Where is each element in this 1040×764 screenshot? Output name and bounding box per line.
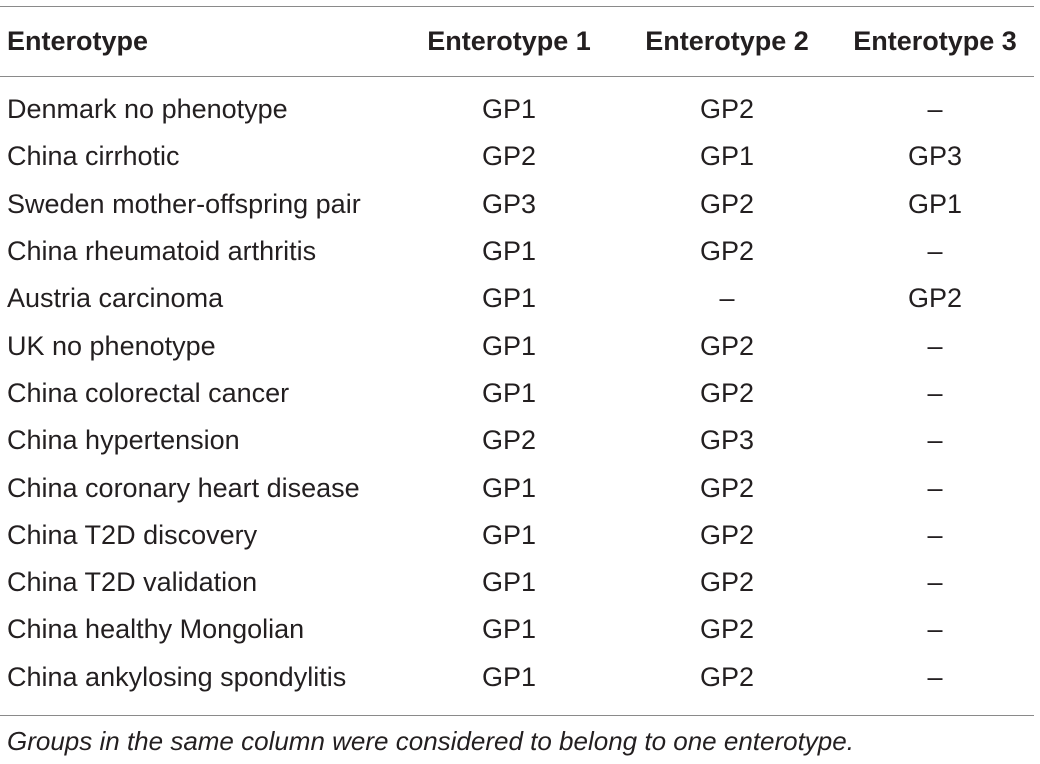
table-row xyxy=(0,370,1034,417)
enterotype-3-cell: – xyxy=(927,661,943,692)
table-row xyxy=(0,512,1034,559)
table-row xyxy=(0,417,1034,464)
enterotype-2-cell: GP1 xyxy=(699,141,755,172)
enterotype-3-cell: – xyxy=(927,236,943,267)
table-row xyxy=(0,559,1034,606)
row-label-cell: China T2D discovery xyxy=(7,519,258,550)
table-row xyxy=(0,275,1034,322)
enterotype-2-cell: GP2 xyxy=(699,567,755,598)
enterotype-3-cell: GP3 xyxy=(907,141,963,172)
enterotype-3-cell: – xyxy=(927,614,943,645)
table-row xyxy=(0,322,1034,369)
enterotype-2-cell: GP2 xyxy=(699,377,755,408)
header-enterotype-3: Enterotype 3 xyxy=(853,26,1017,56)
enterotype-2-cell: – xyxy=(719,283,735,314)
header-enterotype-2: Enterotype 2 xyxy=(645,26,809,56)
enterotype-3-cell: – xyxy=(927,330,943,361)
enterotype-3-cell: – xyxy=(927,567,943,598)
table-header-row xyxy=(0,7,1034,76)
row-label-cell: China hypertension xyxy=(7,425,240,456)
row-label-cell: China colorectal cancer xyxy=(7,377,290,408)
table-body xyxy=(0,76,1034,701)
enterotype-3-cell: – xyxy=(927,519,943,550)
enterotype-1-cell: GP1 xyxy=(481,661,537,692)
header-enterotype: Enterotype xyxy=(7,26,149,56)
enterotype-1-cell: GP1 xyxy=(481,472,537,503)
table-row xyxy=(0,606,1034,653)
enterotype-table xyxy=(0,7,1034,701)
enterotype-1-cell: GP1 xyxy=(481,236,537,267)
enterotype-1-cell: GP3 xyxy=(481,188,537,219)
row-label-cell: UK no phenotype xyxy=(7,330,216,361)
table-bottom-rule xyxy=(0,715,1034,716)
table-row xyxy=(0,181,1034,228)
row-label-cell: China coronary heart disease xyxy=(7,472,360,503)
enterotype-2-cell: GP2 xyxy=(699,614,755,645)
enterotype-1-cell: GP2 xyxy=(481,141,537,172)
enterotype-2-cell: GP2 xyxy=(699,236,755,267)
row-label-cell: Sweden mother-offspring pair xyxy=(7,188,361,219)
enterotype-2-cell: GP2 xyxy=(699,519,755,550)
row-label-cell: China rheumatoid arthritis xyxy=(7,236,317,267)
enterotype-1-cell: GP2 xyxy=(481,425,537,456)
table-row xyxy=(0,76,1034,133)
row-label-cell: China ankylosing spondylitis xyxy=(7,661,347,692)
table-row xyxy=(0,133,1034,180)
enterotype-2-cell: GP3 xyxy=(699,425,755,456)
row-label-cell: China T2D validation xyxy=(7,567,258,598)
enterotype-1-cell: GP1 xyxy=(481,614,537,645)
table-row xyxy=(0,464,1034,511)
enterotype-2-cell: GP2 xyxy=(699,472,755,503)
enterotype-1-cell: GP1 xyxy=(481,94,537,125)
enterotype-1-cell: GP1 xyxy=(481,567,537,598)
enterotype-1-cell: GP1 xyxy=(481,283,537,314)
table-footnote: Groups in the same column were considered to belong to one enterotype. xyxy=(7,726,854,756)
enterotype-2-cell: GP2 xyxy=(699,188,755,219)
row-label-cell: Austria carcinoma xyxy=(7,283,224,314)
enterotype-3-cell: – xyxy=(927,425,943,456)
header-enterotype-1: Enterotype 1 xyxy=(427,26,591,56)
table-row xyxy=(0,228,1034,275)
enterotype-2-cell: GP2 xyxy=(699,330,755,361)
enterotype-3-cell: GP2 xyxy=(907,283,963,314)
enterotype-1-cell: GP1 xyxy=(481,377,537,408)
enterotype-3-cell: – xyxy=(927,472,943,503)
table-row xyxy=(0,654,1034,701)
enterotype-2-cell: GP2 xyxy=(699,94,755,125)
enterotype-2-cell: GP2 xyxy=(699,661,755,692)
row-label-cell: Denmark no phenotype xyxy=(7,94,288,125)
enterotype-3-cell: GP1 xyxy=(907,188,963,219)
enterotype-1-cell: GP1 xyxy=(481,519,537,550)
enterotype-1-cell: GP1 xyxy=(481,330,537,361)
row-label-cell: China cirrhotic xyxy=(7,141,180,172)
row-label-cell: China healthy Mongolian xyxy=(7,614,305,645)
enterotype-3-cell: – xyxy=(927,94,943,125)
enterotype-3-cell: – xyxy=(927,377,943,408)
